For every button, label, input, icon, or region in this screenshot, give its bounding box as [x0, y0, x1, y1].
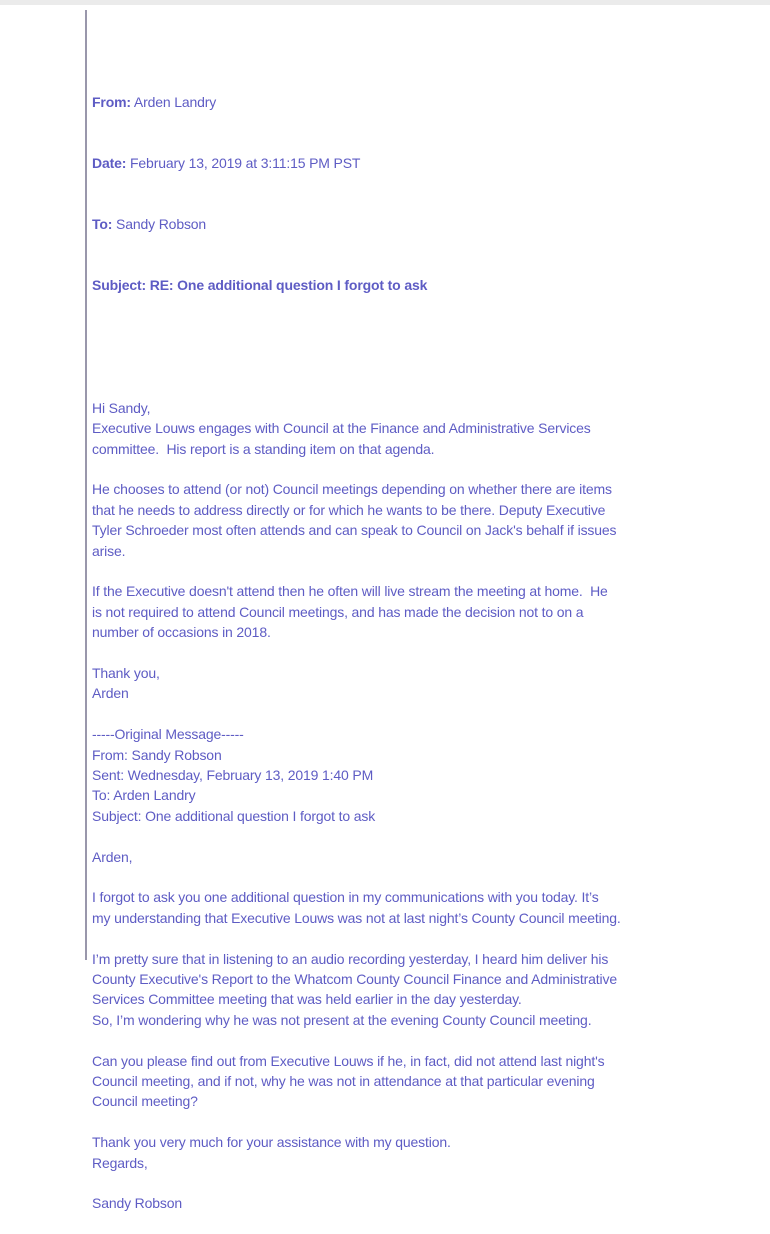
paragraph: Thank you very much for your assistance with my question. Regards,	[92, 1132, 760, 1173]
paragraph: I’m pretty sure that in listening to an audio recording yesterday, I heard him deliver his County Executive's Report to the Whatcom County Council Finance and Administrative Services Committee meeting that was held earlier in the day yesterday. So, I’m wondering why he was not present at the evening County Council meeting.	[92, 949, 760, 1031]
paragraph: -----Original Message----- From: Sandy Robson Sent: Wednesday, February 13, 2019 1:40 PM To: Arden Landry Subject: One additional question I forgot to ask	[92, 724, 760, 826]
date-label: Date:	[92, 155, 126, 171]
header-row-from	[92, 92, 760, 112]
email-message	[92, 10, 760, 960]
paragraph: Arden,	[92, 847, 760, 867]
email-headers	[92, 51, 760, 337]
email-body	[92, 398, 760, 1214]
quote-bar	[85, 10, 87, 960]
date-value: February 13, 2019 at 3:11:15 PM PST	[130, 155, 360, 171]
from-label: From:	[92, 94, 131, 110]
paragraph: Thank you, Arden	[92, 663, 760, 704]
paragraph: Hi Sandy, Executive Louws engages with Council at the Finance and Administrative Services committee. His report is a standing item on that agenda.	[92, 398, 760, 459]
from-value: Arden Landry	[134, 94, 216, 110]
paragraph: He chooses to attend (or not) Council meetings depending on whether there are items that he needs to address directly or for which he wants to be there. Deputy Executive Tyler Schroeder most often attends and can speak to Council on Jack's behalf if issues arise.	[92, 479, 760, 561]
paragraph: Can you please find out from Executive Louws if he, in fact, did not attend last night's Council meeting, and if not, why he was not in attendance at that particular evening Council meeting?	[92, 1051, 760, 1112]
to-label: To:	[92, 216, 112, 232]
to-value: Sandy Robson	[116, 216, 206, 232]
header-row-date	[92, 153, 760, 173]
subject-label: Subject:	[92, 277, 146, 293]
header-row-subject	[92, 275, 760, 295]
paragraph: If the Executive doesn't attend then he often will live stream the meeting at home. He is not required to attend Council meetings, and has made the decision not to on a number of occasions in 2018.	[92, 581, 760, 642]
paragraph: I forgot to ask you one additional question in my communications with you today. It’s my understanding that Executive Louws was not at last night’s County Council meeting.	[92, 887, 760, 928]
paragraph: Sandy Robson	[92, 1193, 760, 1213]
header-row-to	[92, 214, 760, 234]
top-strip	[0, 0, 770, 5]
subject-value: RE: One additional question I forgot to ask	[150, 277, 427, 293]
